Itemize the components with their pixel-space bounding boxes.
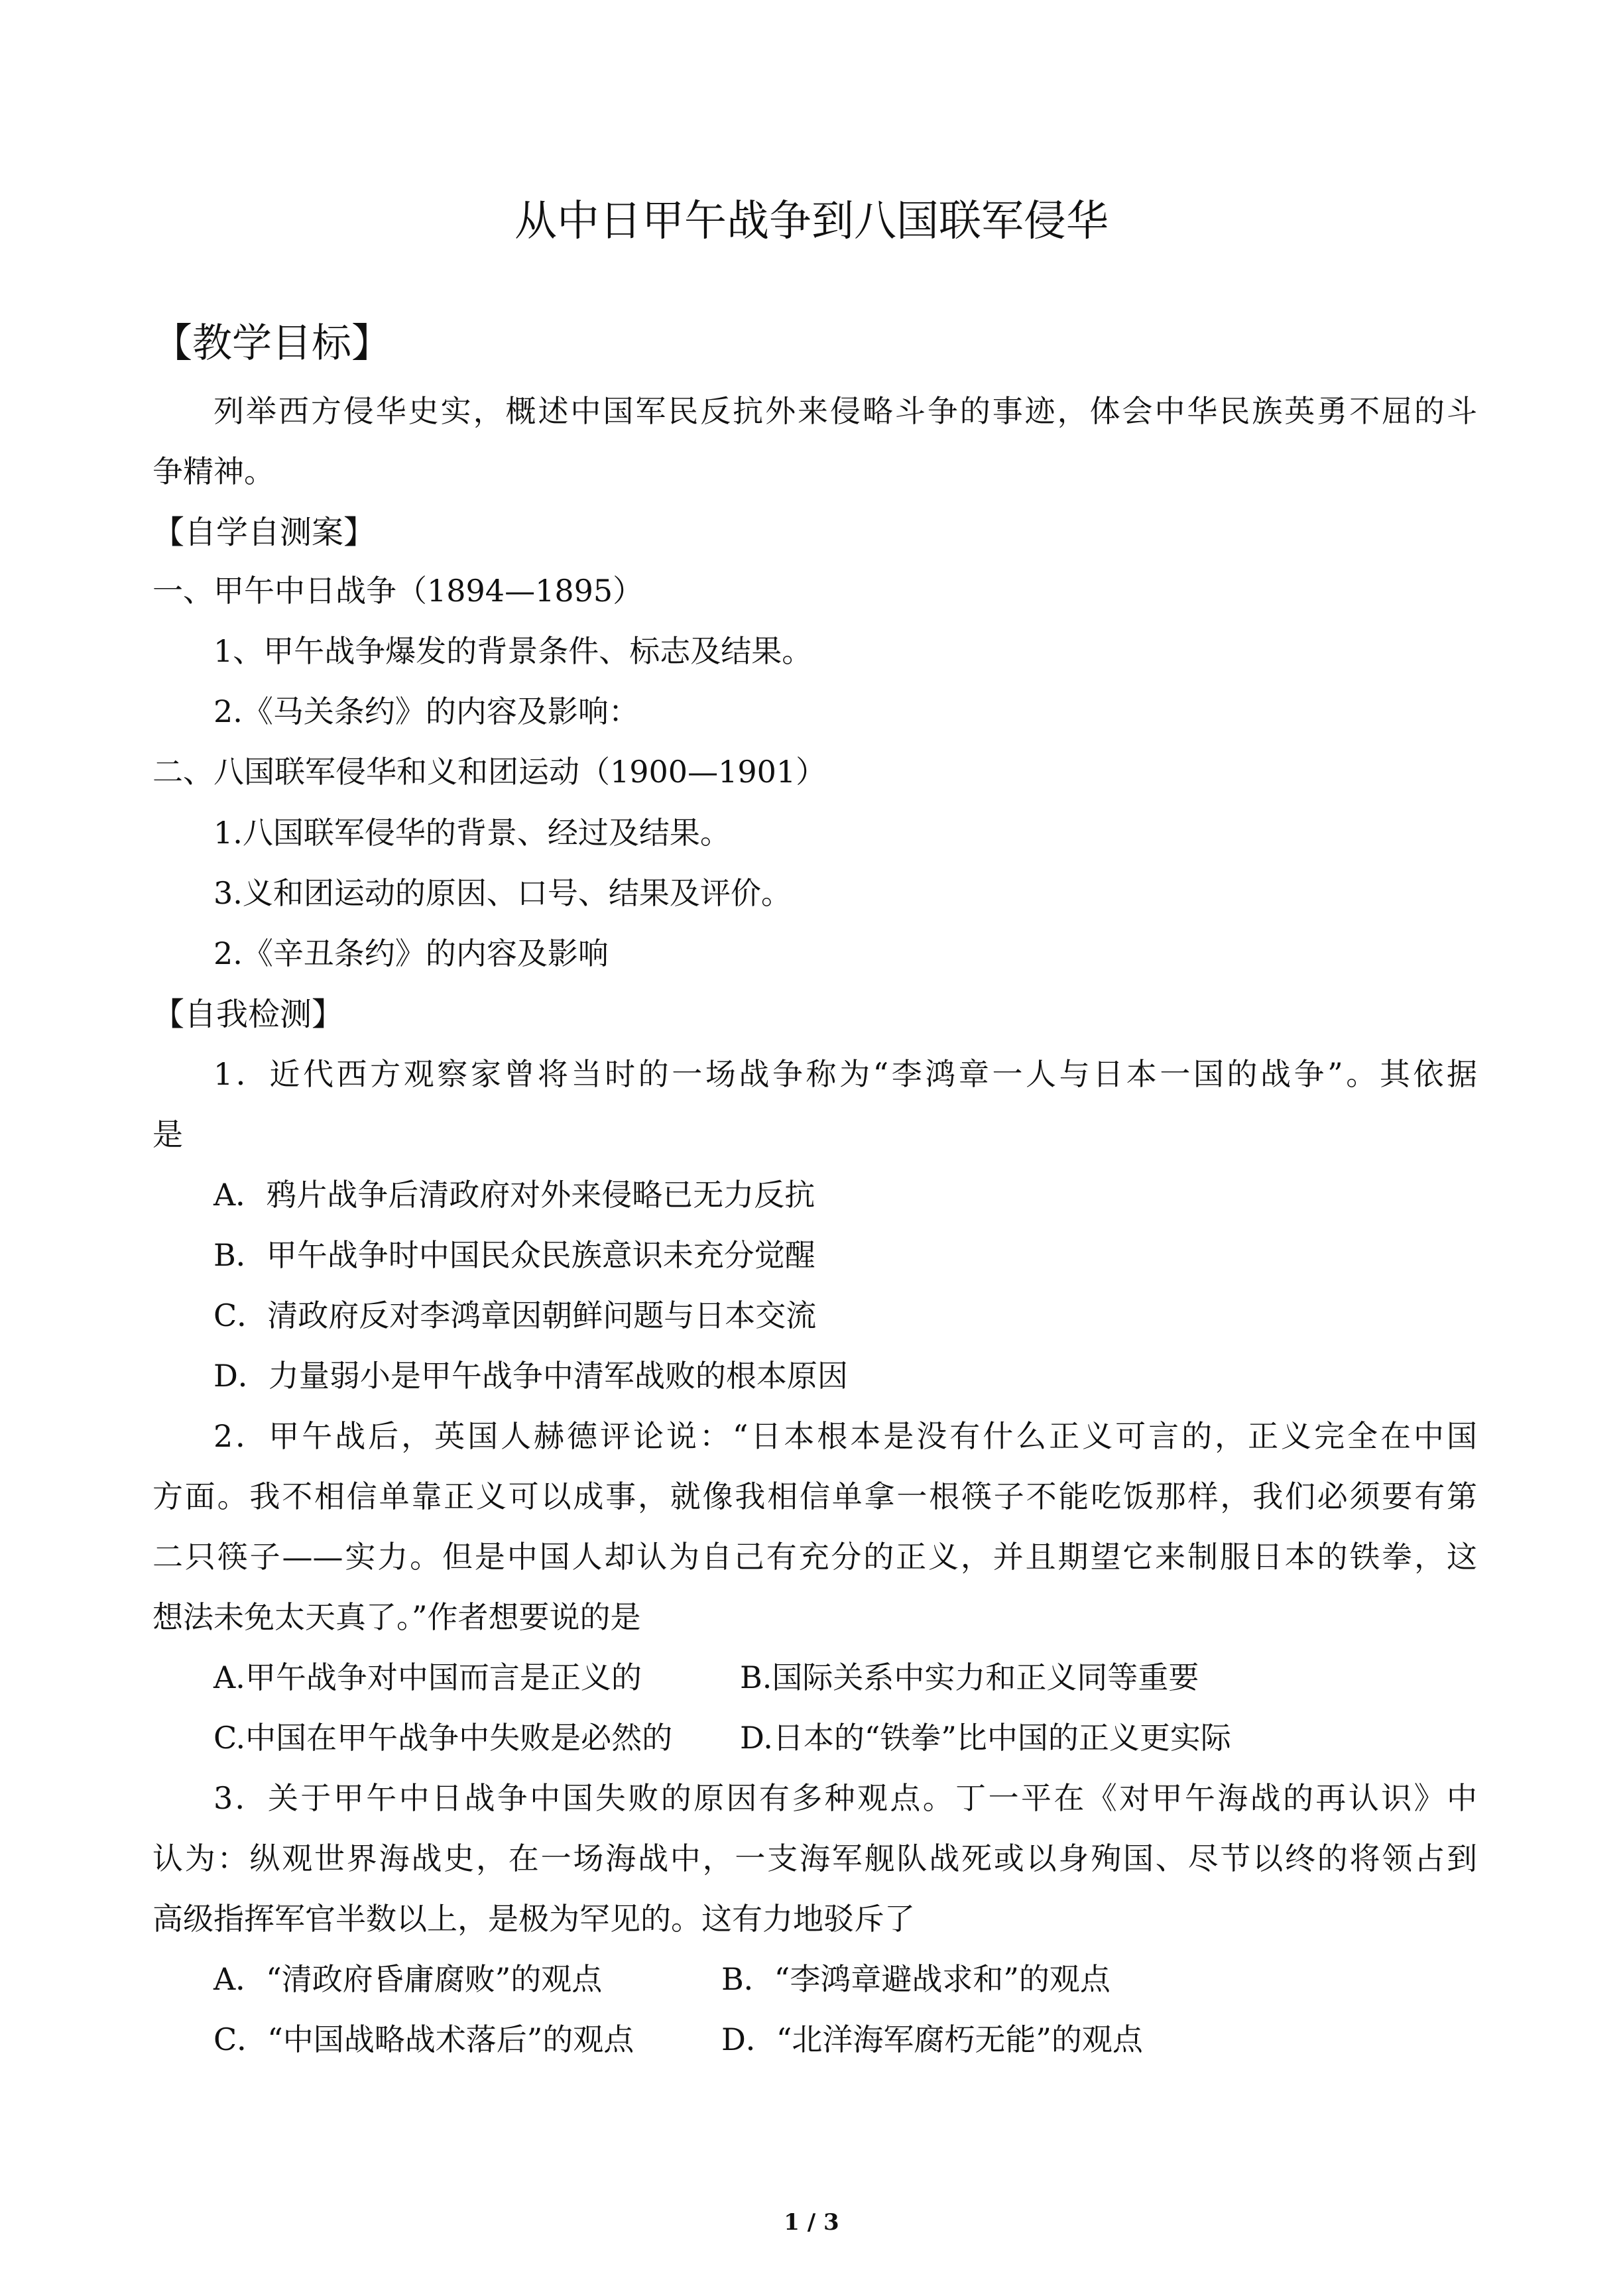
- q2-option-a: A.甲午战争对中国而言是正义的: [213, 1660, 642, 1695]
- q1-option-b: B．甲午战争时中国民众民族意识未充分觉醒: [213, 1237, 815, 1273]
- section1-item1: 1、甲午战争爆发的背景条件、标志及结果。: [213, 633, 813, 669]
- q1-option-c: C．清政府反对李鸿章因朝鲜问题与日本交流: [213, 1298, 817, 1333]
- q1-option-a: A．鸦片战争后清政府对外来侵略已无力反抗: [213, 1177, 815, 1213]
- q1-stem-line1: 1．近代西方观察家曾将当时的一场战争称为“李鸿章一人与日本一国的战争”。其依据: [213, 1056, 1477, 1092]
- q3-stem-line1: 3．关于甲午中日战争中国失败的原因有多种观点。丁一平在《对甲午海战的再认识》中: [213, 1780, 1477, 1816]
- q1-stem-line2: 是: [152, 1117, 183, 1152]
- q3-stem-line2: 认为：纵观世界海战史，在一场海战中，一支海军舰队战死或以身殉国、尽节以终的将领占到: [152, 1841, 1477, 1876]
- q2-option-d: D.日本的“铁拳”比中国的正义更实际: [740, 1720, 1231, 1756]
- teaching-goals-heading: 【教学目标】: [152, 320, 391, 367]
- q2-stem-line3: 二只筷子——实力。但是中国人却认为自己有充分的正义，并且期望它来制服日本的铁拳，这: [152, 1539, 1477, 1575]
- q2-option-c: C.中国在甲午战争中失败是必然的: [213, 1720, 673, 1756]
- q3-option-d: D．“北洋海军腐朽无能”的观点: [721, 2022, 1143, 2057]
- section2-item3: 2.《辛丑条约》的内容及影响: [213, 936, 609, 971]
- q3-stem-line3: 高级指挥军官半数以上，是极为罕见的。这有力地驳斥了: [152, 1901, 915, 1937]
- teaching-goals-text-line1: 列举西方侵华史实，概述中国军民反抗外来侵略斗争的事迹，体会中华民族英勇不屈的斗: [213, 393, 1477, 429]
- page-title: 从中日甲午战争到八国联军侵华: [514, 197, 1109, 246]
- self-check-heading: 【自我检测】: [152, 996, 344, 1033]
- q2-stem-line1: 2．甲午战后，英国人赫德评论说：“日本根本是没有什么正义可言的，正义完全在中国: [213, 1418, 1477, 1454]
- section2-item2: 3.义和团运动的原因、口号、结果及评价。: [213, 875, 792, 911]
- q3-option-a: A．“清政府昏庸腐败”的观点: [213, 1961, 603, 1997]
- section2-title: 二、八国联军侵华和义和团运动（1900—1901）: [152, 754, 827, 790]
- q1-option-d: D．力量弱小是甲午战争中清军战败的根本原因: [213, 1358, 848, 1394]
- q2-stem-line2: 方面。我不相信单靠正义可以成事，就像我相信单拿一根筷子不能吃饭那样，我们必须要有第: [152, 1479, 1477, 1514]
- page-number: 1 / 3: [784, 2209, 839, 2236]
- section1-item2: 2.《马关条约》的内容及影响：: [213, 694, 639, 729]
- q3-option-b: B．“李鸿章避战求和”的观点: [721, 1961, 1111, 1997]
- teaching-goals-text-line2: 争精神。: [152, 453, 274, 489]
- q2-option-b: B.国际关系中实力和正义同等重要: [740, 1660, 1199, 1695]
- self-study-heading: 【自学自测案】: [152, 514, 376, 551]
- section1-title: 一、甲午中日战争（1894—1895）: [152, 573, 644, 609]
- q2-stem-line4: 想法未免太天真了。”作者想要说的是: [152, 1599, 641, 1635]
- section2-item1: 1.八国联军侵华的背景、经过及结果。: [213, 815, 731, 851]
- q3-option-c: C．“中国战略战术落后”的观点: [213, 2022, 634, 2057]
